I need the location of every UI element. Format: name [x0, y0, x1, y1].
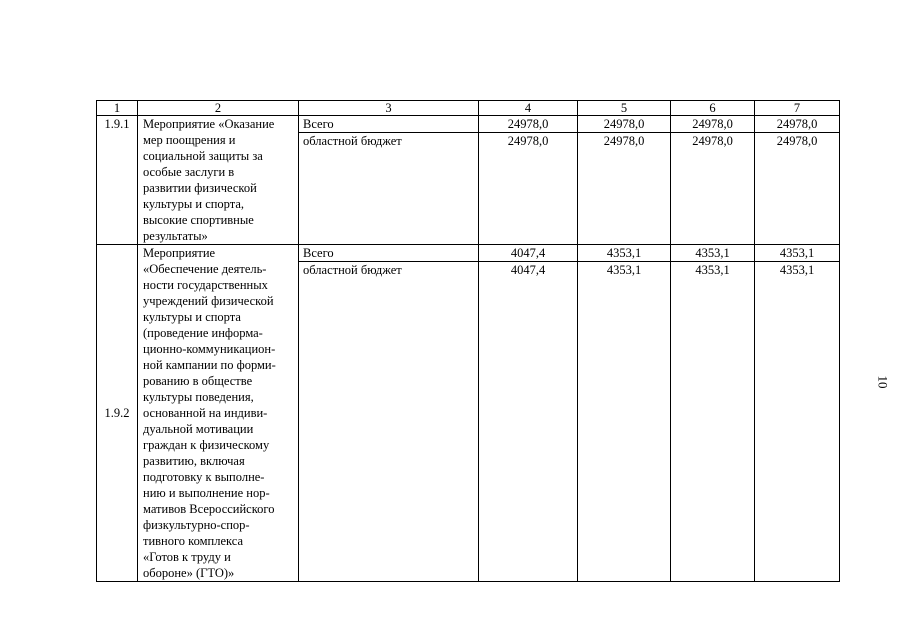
header-cell: 2 [138, 101, 299, 116]
value-cell: 24978,0 [755, 116, 840, 133]
row-code: 1.9.1 [97, 116, 138, 245]
header-cell: 3 [299, 101, 479, 116]
row-name [138, 245, 299, 582]
name-line: мативов Всероссийского [143, 502, 275, 516]
name-line: развитию, включая [143, 454, 245, 468]
header-cell: 4 [479, 101, 578, 116]
row-name [138, 116, 299, 245]
header-cell: 6 [671, 101, 755, 116]
name-line: граждан к физическому [143, 438, 270, 452]
name-line: нию и выполнение нор- [143, 486, 270, 500]
value-cell: 4353,1 [671, 262, 755, 582]
value-cell: 4353,1 [578, 262, 671, 582]
name-line: мер поощрения и [143, 133, 236, 147]
table-row [97, 245, 840, 262]
name-line: социальной защиты за [143, 149, 263, 163]
value-cell: 4353,1 [755, 262, 840, 582]
row-code: 1.9.2 [97, 245, 138, 582]
name-line: высокие спортивные [143, 213, 254, 227]
name-line: особые заслуги в [143, 165, 235, 179]
name-line: учреждений физической [143, 294, 274, 308]
name-line: физкультурно-спор- [143, 518, 250, 532]
name-line: (проведение информа- [143, 326, 263, 340]
table-row [97, 116, 840, 133]
source-label: областной бюджет [299, 262, 479, 582]
name-line: «Готов к труду и [143, 550, 231, 564]
name-line: культуры и спорта [143, 310, 241, 324]
name-line: дуальной мотивации [143, 422, 254, 436]
budget-table [96, 100, 840, 582]
value-cell: 24978,0 [755, 133, 840, 245]
header-cell: 7 [755, 101, 840, 116]
source-label: областной бюджет [299, 133, 479, 245]
name-line: Мероприятие «Оказание [143, 117, 275, 131]
name-line: культуры поведения, [143, 390, 254, 404]
value-cell: 4353,1 [578, 245, 671, 262]
value-cell: 24978,0 [479, 116, 578, 133]
table-header-row [97, 101, 840, 116]
name-line: обороне» (ГТО)» [143, 566, 235, 580]
value-cell: 4353,1 [755, 245, 840, 262]
header-cell: 1 [97, 101, 138, 116]
value-cell: 4047,4 [479, 245, 578, 262]
value-cell: 24978,0 [578, 116, 671, 133]
name-line: развитии физической [143, 181, 257, 195]
name-line: рованию в обществе [143, 374, 253, 388]
value-cell: 24978,0 [671, 133, 755, 245]
value-cell: 4047,4 [479, 262, 578, 582]
name-line: ной кампании по форми- [143, 358, 276, 372]
value-cell: 24978,0 [479, 133, 578, 245]
name-line: результаты» [143, 229, 208, 243]
value-cell: 24978,0 [578, 133, 671, 245]
name-line: основанной на индиви- [143, 406, 268, 420]
name-line: тивного комплекса [143, 534, 244, 548]
source-label: Всего [299, 245, 479, 262]
name-line: ционно-коммуникацион- [143, 342, 276, 356]
value-cell: 4353,1 [671, 245, 755, 262]
header-cell: 5 [578, 101, 671, 116]
name-line: подготовку к выполне- [143, 470, 265, 484]
name-line: ности государственных [143, 278, 268, 292]
name-line: Мероприятие [143, 246, 216, 260]
name-line: культуры и спорта, [143, 197, 245, 211]
value-cell: 24978,0 [671, 116, 755, 133]
page-number: 10 [875, 375, 891, 389]
source-label: Всего [299, 116, 479, 133]
name-line: «Обеспечение деятель- [143, 262, 267, 276]
